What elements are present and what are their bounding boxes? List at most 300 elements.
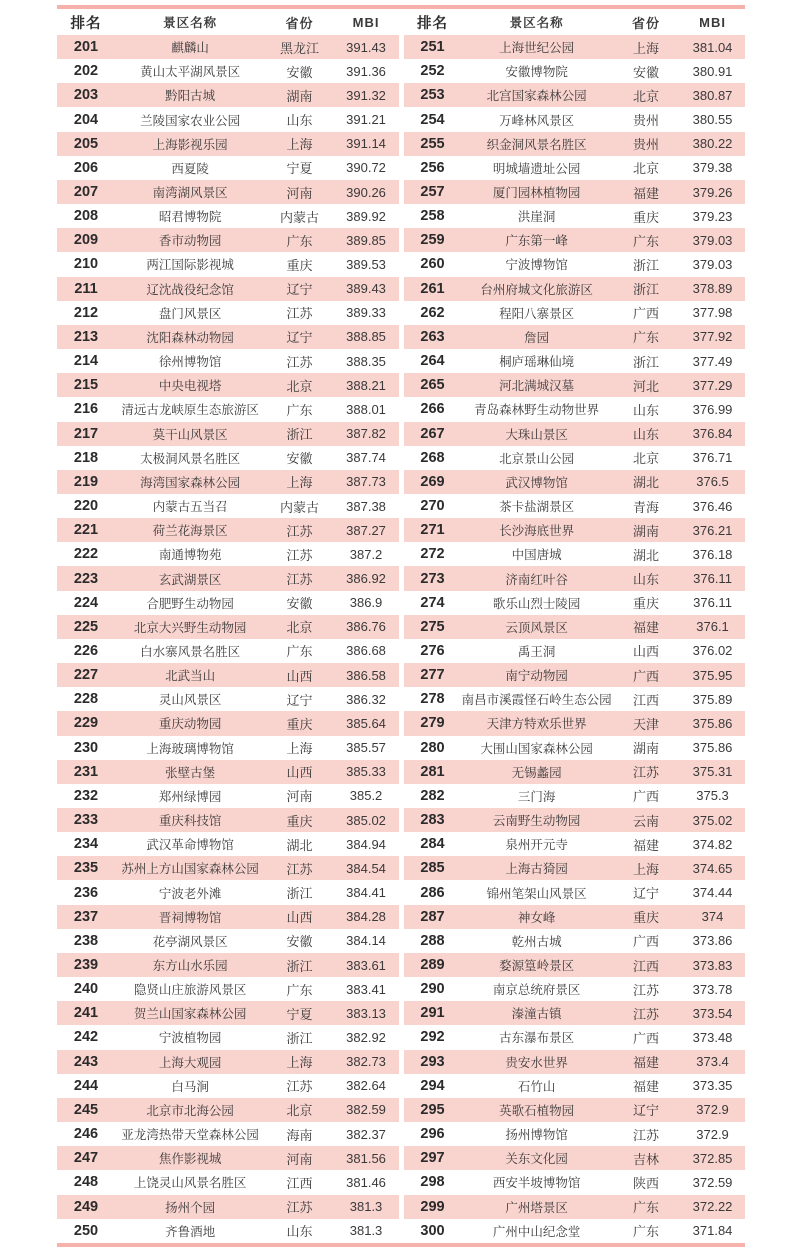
cell-province: 浙江 (632, 257, 659, 273)
cell-rank: 218 (73, 449, 99, 466)
cell-mbi: 389.53 (346, 256, 386, 272)
cell-province: 广东 (286, 233, 313, 249)
cell-rank: 261 (420, 280, 445, 297)
cell-rank: 288 (420, 932, 445, 949)
cell-rank: 294 (420, 1077, 445, 1094)
cell-mbi: 381.04 (692, 39, 733, 55)
cell-mbi: 388.21 (346, 377, 386, 393)
cell-name: 古东瀑布景区 (499, 1031, 575, 1046)
cell-name: 中国唐城 (511, 548, 562, 563)
column-header-name: 景区名称 (163, 16, 218, 30)
cell-rank: 232 (73, 787, 99, 804)
cell-mbi: 379.23 (692, 208, 733, 224)
cell-name: 上饶灵山风景名胜区 (133, 1176, 247, 1191)
table-row (57, 1195, 399, 1219)
column-header-mbi: MBI (699, 14, 726, 30)
cell-name: 齐鲁酒地 (165, 1224, 216, 1239)
cell-province: 广东 (632, 330, 659, 346)
column-header-rank: 排名 (417, 15, 449, 32)
table-row (57, 856, 399, 880)
table-row (57, 1098, 399, 1122)
cell-rank: 207 (73, 184, 99, 201)
cell-rank: 257 (420, 184, 445, 201)
cell-rank: 297 (420, 1150, 445, 1167)
cell-mbi: 372.59 (692, 1174, 733, 1190)
cell-rank: 236 (73, 884, 99, 901)
table-row (57, 1074, 399, 1098)
cell-province: 浙江 (286, 886, 313, 902)
cell-mbi: 373.78 (692, 981, 733, 997)
table-row (57, 132, 399, 156)
cell-name: 兰陵国家农业公园 (140, 113, 241, 128)
cell-mbi: 372.85 (692, 1150, 733, 1166)
cell-rank: 228 (73, 691, 99, 708)
cell-rank: 243 (73, 1053, 99, 1070)
cell-rank: 285 (420, 860, 445, 877)
cell-rank: 273 (420, 570, 445, 587)
table-row (404, 784, 746, 808)
cell-province: 广东 (286, 982, 313, 998)
cell-rank: 293 (420, 1053, 445, 1070)
cell-province: 山西 (632, 644, 659, 660)
cell-mbi: 375.3 (696, 788, 729, 804)
table-row (404, 494, 746, 518)
table-row (57, 204, 399, 228)
cell-rank: 238 (73, 932, 99, 949)
table-body (57, 35, 399, 1243)
cell-province: 江西 (632, 958, 659, 974)
table-row (404, 373, 746, 397)
cell-mbi: 376.71 (692, 450, 733, 466)
cell-mbi: 376.46 (692, 498, 733, 514)
cell-mbi: 373.86 (692, 933, 733, 949)
cell-province: 宁夏 (286, 1006, 313, 1022)
cell-mbi: 376.5 (696, 474, 729, 490)
table-row (404, 325, 746, 349)
table-row (404, 905, 746, 929)
cell-mbi: 387.2 (349, 546, 383, 562)
column-header-name: 景区名称 (509, 16, 564, 30)
cell-rank: 287 (420, 908, 445, 925)
cell-province: 江苏 (286, 354, 313, 370)
cell-name: 扬州博物馆 (505, 1128, 568, 1143)
cell-mbi: 375.02 (692, 812, 733, 828)
cell-mbi: 389.92 (346, 208, 386, 224)
cell-province: 江苏 (632, 765, 659, 781)
cell-name: 香市动物园 (158, 234, 222, 249)
cell-rank: 226 (73, 642, 99, 659)
cell-rank: 227 (73, 667, 99, 684)
cell-rank: 244 (73, 1077, 99, 1094)
table-row (57, 59, 399, 83)
cell-name: 云南野生动物园 (492, 814, 581, 829)
cell-mbi: 391.36 (346, 63, 386, 79)
cell-mbi: 386.76 (346, 619, 386, 635)
cell-province: 江西 (286, 1175, 313, 1191)
column-header-province: 省份 (285, 15, 314, 31)
table-row (57, 422, 399, 446)
cell-name: 晋祠博物馆 (158, 910, 222, 925)
cell-province: 贵州 (632, 137, 659, 153)
cell-rank: 216 (73, 401, 99, 418)
table-row (57, 301, 399, 325)
cell-rank: 208 (73, 208, 99, 225)
table-row (404, 301, 746, 325)
cell-mbi: 376.02 (692, 643, 733, 659)
cell-mbi: 383.61 (346, 957, 386, 973)
cell-mbi: 385.02 (346, 812, 386, 828)
cell-rank: 298 (420, 1174, 445, 1191)
cell-rank: 224 (73, 594, 99, 611)
table-row (57, 1170, 399, 1194)
table-row (57, 977, 399, 1001)
cell-mbi: 390.26 (346, 184, 386, 200)
cell-province: 江苏 (286, 1079, 313, 1095)
cell-mbi: 381.3 (349, 1199, 383, 1215)
cell-name: 明城墙遗址公园 (492, 161, 581, 176)
cell-mbi: 390.72 (346, 160, 386, 176)
cell-name: 昭君博物院 (158, 210, 222, 225)
cell-province: 辽宁 (286, 330, 313, 346)
cell-rank: 269 (420, 473, 445, 490)
cell-rank: 268 (420, 449, 445, 466)
cell-rank: 204 (73, 111, 99, 128)
cell-province: 广东 (286, 402, 313, 418)
table-row (57, 929, 399, 953)
cell-mbi: 388.35 (346, 353, 386, 369)
cell-rank: 255 (420, 135, 445, 152)
rank-table-251-300 (404, 9, 746, 1243)
table-row (404, 446, 746, 470)
cell-rank: 296 (420, 1126, 445, 1143)
cell-province: 黑龙江 (279, 40, 319, 56)
cell-name: 程阳八寨景区 (499, 306, 575, 321)
cell-province: 江苏 (286, 1200, 313, 1216)
table-row (404, 542, 746, 566)
table-row (57, 615, 399, 639)
cell-name: 乾州古城 (511, 934, 562, 949)
cell-name: 徐州博物馆 (158, 355, 222, 370)
cell-name: 黄山太平湖风景区 (140, 65, 241, 80)
cell-name: 广州中山纪念堂 (492, 1224, 581, 1239)
cell-name: 太极洞风景名胜区 (140, 451, 241, 466)
table-row (57, 905, 399, 929)
cell-mbi: 386.68 (346, 643, 386, 659)
table-row (404, 953, 746, 977)
cell-name: 清远古龙峡原生态旅游区 (121, 403, 259, 418)
table-row (404, 397, 746, 421)
table-row (404, 760, 746, 784)
cell-rank: 256 (420, 159, 445, 176)
cell-mbi: 377.49 (692, 353, 733, 369)
cell-rank: 201 (73, 39, 99, 56)
cell-province: 广东 (632, 1200, 659, 1216)
table-row (404, 1146, 746, 1170)
cell-mbi: 385.57 (346, 740, 386, 756)
table-row (57, 1025, 399, 1049)
cell-province: 江苏 (286, 523, 313, 539)
table-row (57, 397, 399, 421)
cell-rank: 231 (73, 763, 99, 780)
cell-mbi: 387.74 (346, 450, 386, 466)
cell-province: 福建 (632, 1055, 659, 1071)
cell-name: 上海古猗园 (505, 862, 568, 877)
cell-name: 桐庐瑶琳仙境 (499, 355, 575, 370)
cell-province: 江苏 (632, 1006, 659, 1022)
table-row (404, 591, 746, 615)
cell-mbi: 376.99 (692, 401, 733, 417)
cell-province: 安徽 (632, 64, 659, 80)
cell-name: 黔阳古城 (165, 89, 216, 104)
cell-province: 广西 (632, 306, 659, 322)
cell-name: 安徽博物院 (505, 65, 568, 80)
table-row (57, 736, 399, 760)
table-row (404, 711, 746, 735)
cell-mbi: 382.64 (346, 1078, 386, 1094)
cell-rank: 281 (420, 763, 445, 780)
cell-mbi: 389.43 (346, 281, 386, 297)
table-row (57, 1050, 399, 1074)
cell-name: 禹王洞 (517, 644, 556, 659)
cell-name: 长沙海底世界 (499, 524, 575, 539)
cell-province: 贵州 (632, 113, 659, 129)
cell-mbi: 386.92 (346, 571, 386, 587)
cell-mbi: 386.58 (346, 667, 386, 683)
cell-mbi: 380.55 (692, 112, 733, 128)
table-row (404, 228, 746, 252)
cell-province: 上海 (286, 475, 313, 491)
cell-rank: 253 (420, 87, 445, 104)
cell-mbi: 388.85 (346, 329, 386, 345)
cell-name: 麒麟山 (171, 41, 209, 56)
cell-province: 浙江 (286, 958, 313, 974)
table-row (404, 1219, 746, 1243)
cell-rank: 233 (73, 812, 99, 829)
cell-name: 焦作影视城 (158, 1152, 222, 1167)
cell-name: 上海玻璃博物馆 (146, 741, 234, 756)
cell-province: 山东 (632, 427, 659, 443)
cell-province: 广东 (632, 233, 659, 249)
cell-name: 上海影视乐园 (152, 137, 228, 152)
cell-province: 山西 (286, 668, 313, 684)
cell-rank: 234 (73, 836, 99, 853)
cell-rank: 222 (73, 546, 99, 563)
table-row (57, 277, 399, 301)
cell-rank: 267 (420, 425, 445, 442)
cell-rank: 206 (73, 159, 99, 176)
cell-rank: 229 (73, 715, 99, 732)
cell-mbi: 376.11 (693, 595, 732, 611)
cell-mbi: 372.9 (696, 1102, 729, 1118)
cell-rank: 271 (420, 522, 445, 539)
cell-rank: 263 (420, 328, 445, 345)
cell-province: 福建 (632, 185, 659, 201)
cell-name: 贺兰山国家森林公园 (133, 1007, 247, 1022)
cell-mbi: 377.29 (692, 377, 733, 393)
cell-province: 北京 (632, 88, 659, 104)
cell-rank: 211 (74, 280, 98, 297)
cell-mbi: 386.32 (346, 691, 386, 707)
cell-mbi: 391.14 (346, 136, 386, 152)
cell-name: 南昌市溪霞怪石岭生态公园 (461, 693, 612, 708)
cell-province: 辽宁 (286, 282, 313, 298)
cell-name: 南通博物苑 (158, 548, 222, 563)
cell-mbi: 374 (701, 909, 724, 925)
cell-rank: 230 (73, 739, 99, 756)
cell-province: 安徽 (286, 451, 313, 467)
cell-name: 广东第一峰 (505, 234, 568, 249)
cell-rank: 209 (73, 232, 99, 249)
cell-name: 莫干山风景区 (152, 427, 228, 442)
cell-province: 重庆 (286, 257, 313, 273)
cell-province: 江苏 (286, 861, 313, 877)
table-row (57, 494, 399, 518)
cell-province: 山西 (286, 765, 313, 781)
cell-rank: 274 (420, 594, 445, 611)
cell-rank: 272 (420, 546, 445, 563)
cell-rank: 203 (73, 87, 99, 104)
cell-mbi: 391.43 (346, 39, 386, 55)
ranking-tables (57, 9, 745, 1243)
cell-name: 北京景山公园 (499, 451, 575, 466)
cell-name: 武汉革命博物馆 (146, 838, 234, 853)
cell-rank: 237 (73, 908, 99, 925)
cell-rank: 270 (420, 498, 445, 515)
table-row (57, 518, 399, 542)
cell-name: 锦州笔架山风景区 (486, 886, 587, 901)
cell-province: 内蒙古 (279, 209, 319, 225)
table-row (404, 1122, 746, 1146)
cell-province: 北京 (286, 378, 313, 394)
table-row (57, 446, 399, 470)
cell-rank: 259 (420, 232, 445, 249)
table-body (404, 35, 746, 1243)
cell-province: 北京 (286, 620, 313, 636)
cell-mbi: 381.56 (346, 1150, 386, 1166)
table-row (57, 180, 399, 204)
cell-mbi: 372.9 (696, 1126, 729, 1142)
table-row (404, 832, 746, 856)
cell-name: 北武当山 (165, 669, 216, 684)
cell-mbi: 375.89 (692, 691, 733, 707)
cell-province: 江苏 (286, 572, 313, 588)
cell-province: 广西 (632, 789, 659, 805)
cell-mbi: 382.73 (346, 1054, 386, 1070)
cell-mbi: 374.44 (692, 885, 733, 901)
cell-rank: 205 (73, 135, 99, 152)
cell-rank: 223 (73, 570, 99, 587)
table-row (57, 1001, 399, 1025)
table-row (404, 349, 746, 373)
cell-mbi: 372.22 (692, 1199, 733, 1215)
column-header-rank: 排名 (70, 15, 102, 32)
table-row (57, 808, 399, 832)
table-row (404, 35, 746, 59)
table-row (404, 156, 746, 180)
cell-rank: 278 (420, 691, 445, 708)
cell-name: 重庆科技馆 (158, 814, 222, 829)
cell-name: 厦门园林植物园 (492, 186, 581, 201)
cell-rank: 235 (73, 860, 99, 877)
cell-rank: 219 (73, 473, 99, 490)
cell-mbi: 381.3 (349, 1223, 383, 1239)
cell-name: 扬州个园 (165, 1200, 216, 1215)
table-row (57, 880, 399, 904)
cell-mbi: 375.86 (692, 715, 733, 731)
table-row (57, 228, 399, 252)
cell-rank: 245 (73, 1101, 99, 1118)
cell-rank: 239 (73, 957, 99, 974)
cell-province: 广西 (632, 934, 659, 950)
table-row (57, 107, 399, 131)
cell-mbi: 387.82 (346, 426, 386, 442)
cell-name: 盘门风景区 (158, 306, 222, 321)
cell-name: 苏州上方山国家森林公园 (121, 862, 259, 877)
table-row (57, 639, 399, 663)
table-row (404, 639, 746, 663)
cell-province: 浙江 (632, 354, 659, 370)
table-row (57, 784, 399, 808)
cell-name: 白水寨风景名胜区 (140, 644, 241, 659)
cell-name: 泉州开元寺 (505, 838, 568, 853)
cell-name: 沈阳森林动物园 (146, 330, 234, 345)
table-row (404, 1025, 746, 1049)
cell-rank: 213 (73, 328, 99, 345)
cell-name: 青岛森林野生动物世界 (474, 403, 600, 418)
cell-mbi: 382.59 (346, 1102, 386, 1118)
cell-mbi: 371.84 (692, 1223, 733, 1239)
table-row (57, 252, 399, 276)
column-header-mbi: MBI (352, 14, 380, 30)
cell-name: 西安半坡博物馆 (492, 1176, 581, 1191)
cell-rank: 280 (420, 739, 445, 756)
table-row (57, 760, 399, 784)
cell-rank: 258 (420, 208, 445, 225)
cell-name: 宁波老外滩 (158, 886, 222, 901)
cell-mbi: 373.54 (692, 1005, 733, 1021)
cell-rank: 299 (420, 1198, 445, 1215)
cell-mbi: 381.46 (346, 1174, 386, 1190)
cell-name: 重庆动物园 (158, 717, 222, 732)
cell-name: 济南红叶谷 (505, 572, 568, 587)
cell-rank: 262 (420, 304, 445, 321)
cell-rank: 275 (420, 618, 445, 635)
cell-province: 江苏 (286, 547, 313, 563)
cell-province: 湖南 (632, 741, 659, 757)
cell-name: 无锡蠡园 (511, 765, 562, 780)
table-row (404, 687, 746, 711)
cell-name: 织金洞风景名胜区 (486, 137, 587, 152)
cell-rank: 266 (420, 401, 445, 418)
cell-rank: 300 (420, 1222, 445, 1239)
cell-name: 荷兰花海景区 (152, 524, 228, 539)
table-row (57, 687, 399, 711)
cell-province: 辽宁 (632, 886, 659, 902)
cell-name: 北京市北海公园 (146, 1103, 234, 1118)
cell-name: 溱潼古镇 (511, 1007, 562, 1022)
cell-rank: 241 (73, 1005, 99, 1022)
cell-mbi: 375.31 (692, 764, 733, 780)
table-row (404, 470, 746, 494)
cell-province: 河南 (286, 185, 313, 201)
cell-name: 天津方特欢乐世界 (486, 717, 587, 732)
cell-province: 广西 (632, 1030, 659, 1046)
cell-province: 河南 (286, 1151, 313, 1167)
cell-mbi: 387.73 (346, 474, 386, 490)
cell-mbi: 379.03 (692, 232, 733, 248)
table-row (57, 1122, 399, 1146)
cell-mbi: 384.14 (346, 933, 386, 949)
